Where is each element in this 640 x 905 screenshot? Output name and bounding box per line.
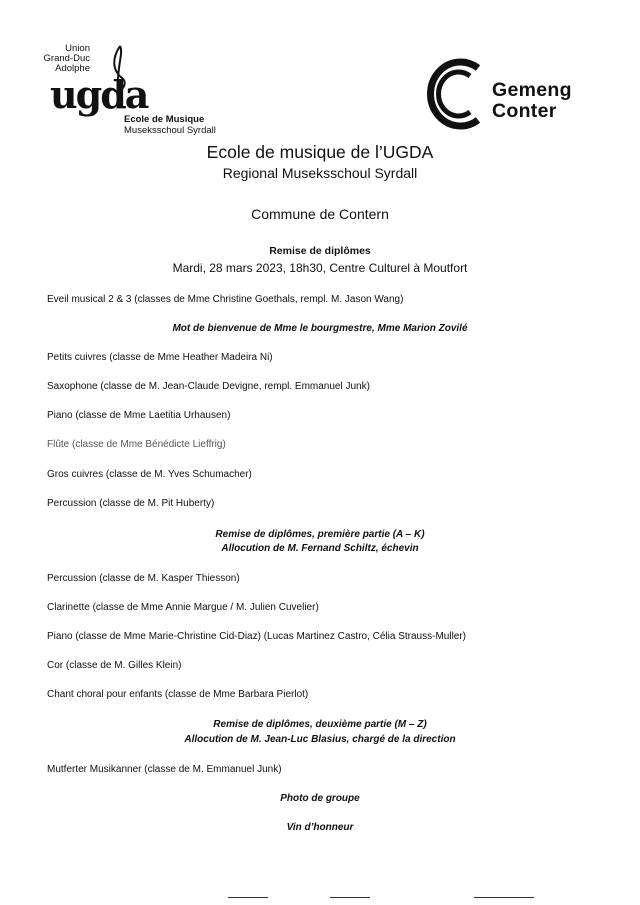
ugda-logo [34, 43, 216, 136]
gemeng-c-mark-icon [418, 54, 490, 134]
ugda-top-line: Grand-Duc [43, 53, 90, 64]
gemeng-conter-logo [418, 54, 588, 134]
scan-mark [330, 897, 370, 898]
page-subtitle: Regional Museksschoul Syrdall [222, 165, 418, 181]
program-speech: Photo de groupe [280, 793, 360, 804]
program-item: Cor (classe de M. Gilles Klein) [47, 660, 182, 671]
treble-clef-icon [108, 44, 132, 104]
program-speech: Remise de diplômes, première partie (A – K) [215, 529, 425, 540]
program-item: Percussion (classe de M. Kasper Thiesson) [47, 573, 240, 584]
program-item: Piano (classe de Mme Marie-Christine Cid-Diaz) (Lucas Martinez Castro, Célia Strauss-Muller) [47, 631, 467, 642]
commune-heading: Commune de Contern [251, 206, 389, 222]
program-item: Eveil musical 2 & 3 (classes de Mme Christine Goethals, rempl. M. Jason Wang) [47, 294, 404, 305]
program-item: Saxophone (classe de M. Jean-Claude Devigne, rempl. Emmanuel Junk) [47, 381, 370, 392]
event-date: Mardi, 28 mars 2023, 18h30, Centre Culturel à Moutfort [172, 261, 468, 275]
program-item: Piano (classe de Mme Laetitia Urhausen) [47, 410, 231, 421]
program-item: Chant choral pour enfants (classe de Mme Barbara Pierlot) [47, 689, 309, 700]
program-item: Gros cuivres (classe de M. Yves Schumacher) [47, 469, 252, 480]
gemeng-line: Gemeng [492, 79, 572, 101]
program-speech: Mot de bienvenue de Mme le bourgmestre, Mme Marion Zovilé [172, 323, 468, 334]
program-item: Percussion (classe de M. Pit Huberty) [47, 498, 215, 509]
program-item: Flûte (classe de Mme Bénédicte Lieffrig) [47, 439, 226, 450]
program-speech: Allocution de M. Jean-Luc Blasius, chargé de la direction [184, 734, 456, 745]
ugda-wordmark: ugda [50, 72, 148, 117]
scan-mark [474, 897, 534, 898]
program-item: Petits cuivres (classe de Mme Heather Madeira Ni) [47, 352, 273, 363]
ugda-top-line: Adolphe [55, 63, 90, 74]
ugda-school-line: Ecole de Musique [124, 114, 205, 125]
program-speech: Allocution de M. Fernand Schiltz, échevin [221, 543, 419, 554]
program-speech: Vin d’honneur [286, 822, 354, 833]
conter-line: Conter [492, 100, 557, 122]
page-title: Ecole de musique de l’UGDA [206, 142, 434, 162]
program-item: Mutferter Musikanner (classe de M. Emmanuel Junk) [47, 764, 282, 775]
program-item: Clarinette (classe de Mme Annie Margue / M. Julien Cuvelier) [47, 602, 319, 613]
ugda-school-line: Museksschoul Syrdall [124, 125, 216, 136]
event-heading: Remise de diplômes [269, 245, 371, 257]
gemeng-name [492, 80, 572, 122]
scan-mark [228, 897, 268, 898]
ugda-top-line: Union [65, 43, 90, 54]
program-speech: Remise de diplômes, deuxième partie (M – Z) [213, 719, 427, 730]
